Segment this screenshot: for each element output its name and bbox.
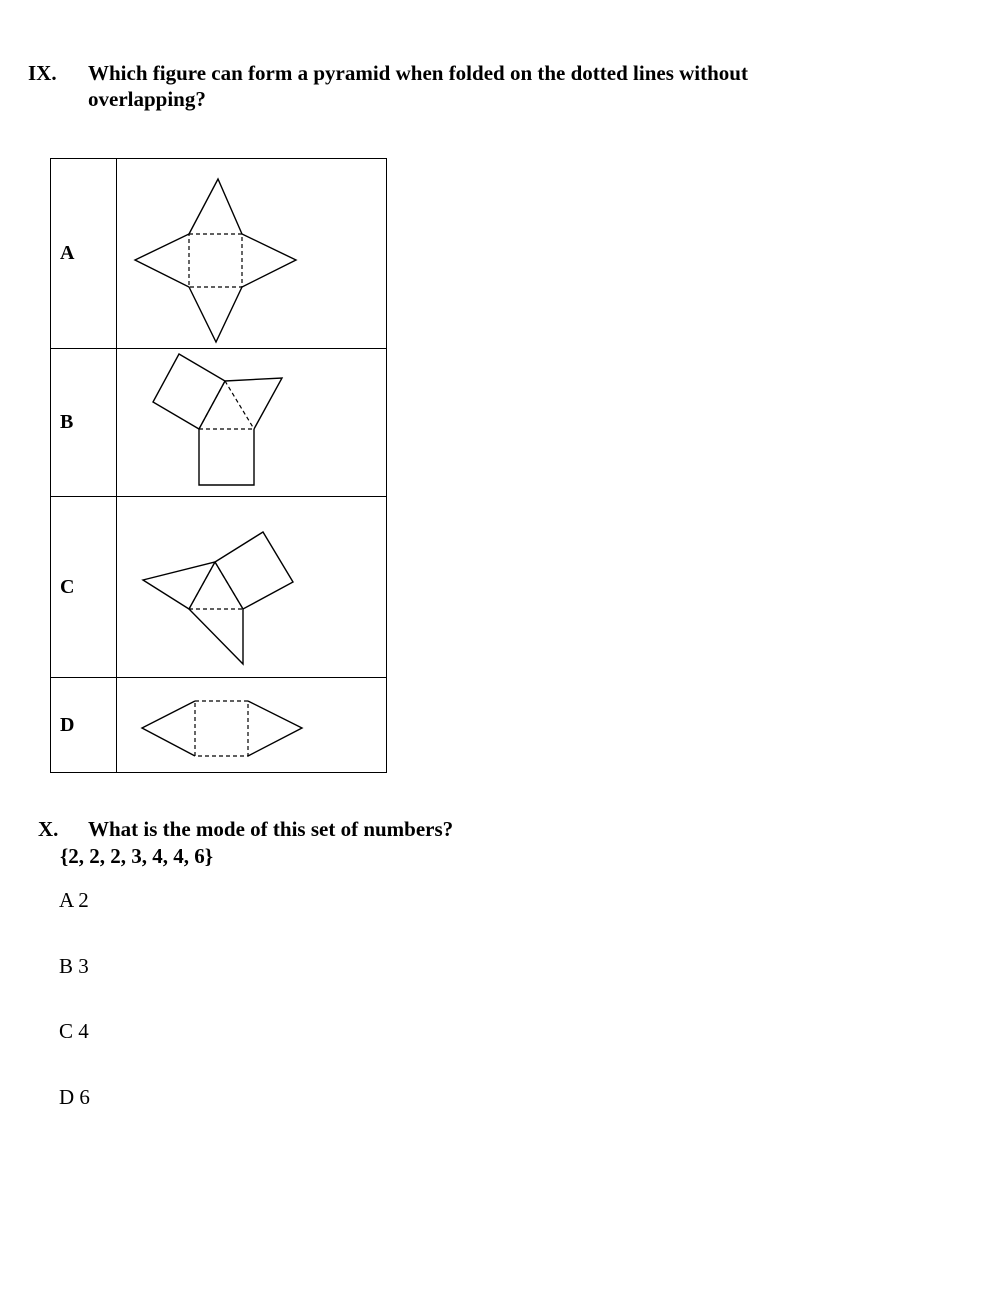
row-label-c: C [51,497,117,678]
question-text: What is the mode of this set of numbers? [88,817,454,841]
option-b[interactable]: B 3 [59,954,89,978]
question-number: X. [38,817,59,841]
figure-table [50,158,387,773]
figure-cell [117,678,387,773]
figure-cell [117,159,387,349]
option-a[interactable]: A 2 [59,888,89,912]
question-number: IX. [28,61,57,85]
question-text: Which figure can form a pyramid when folded on the dotted lines without overlapping? [88,61,748,111]
row-label-b: B [51,349,117,497]
square-triangle-net-icon [117,349,386,496]
figure-cell [117,497,387,678]
table-row [51,678,387,773]
table-row [51,349,387,497]
option-c[interactable]: C 4 [59,1019,89,1043]
option-d[interactable]: D 6 [59,1085,90,1109]
triangle-square-net-icon [117,497,386,677]
hexagon-net-icon [117,678,386,772]
number-set: {2, 2, 2, 3, 4, 4, 6} [60,844,214,868]
table-row [51,159,387,349]
row-label-a: A [51,159,117,349]
star-net-icon [117,159,386,348]
figure-cell [117,349,387,497]
table-row [51,497,387,678]
row-label-d: D [51,678,117,773]
